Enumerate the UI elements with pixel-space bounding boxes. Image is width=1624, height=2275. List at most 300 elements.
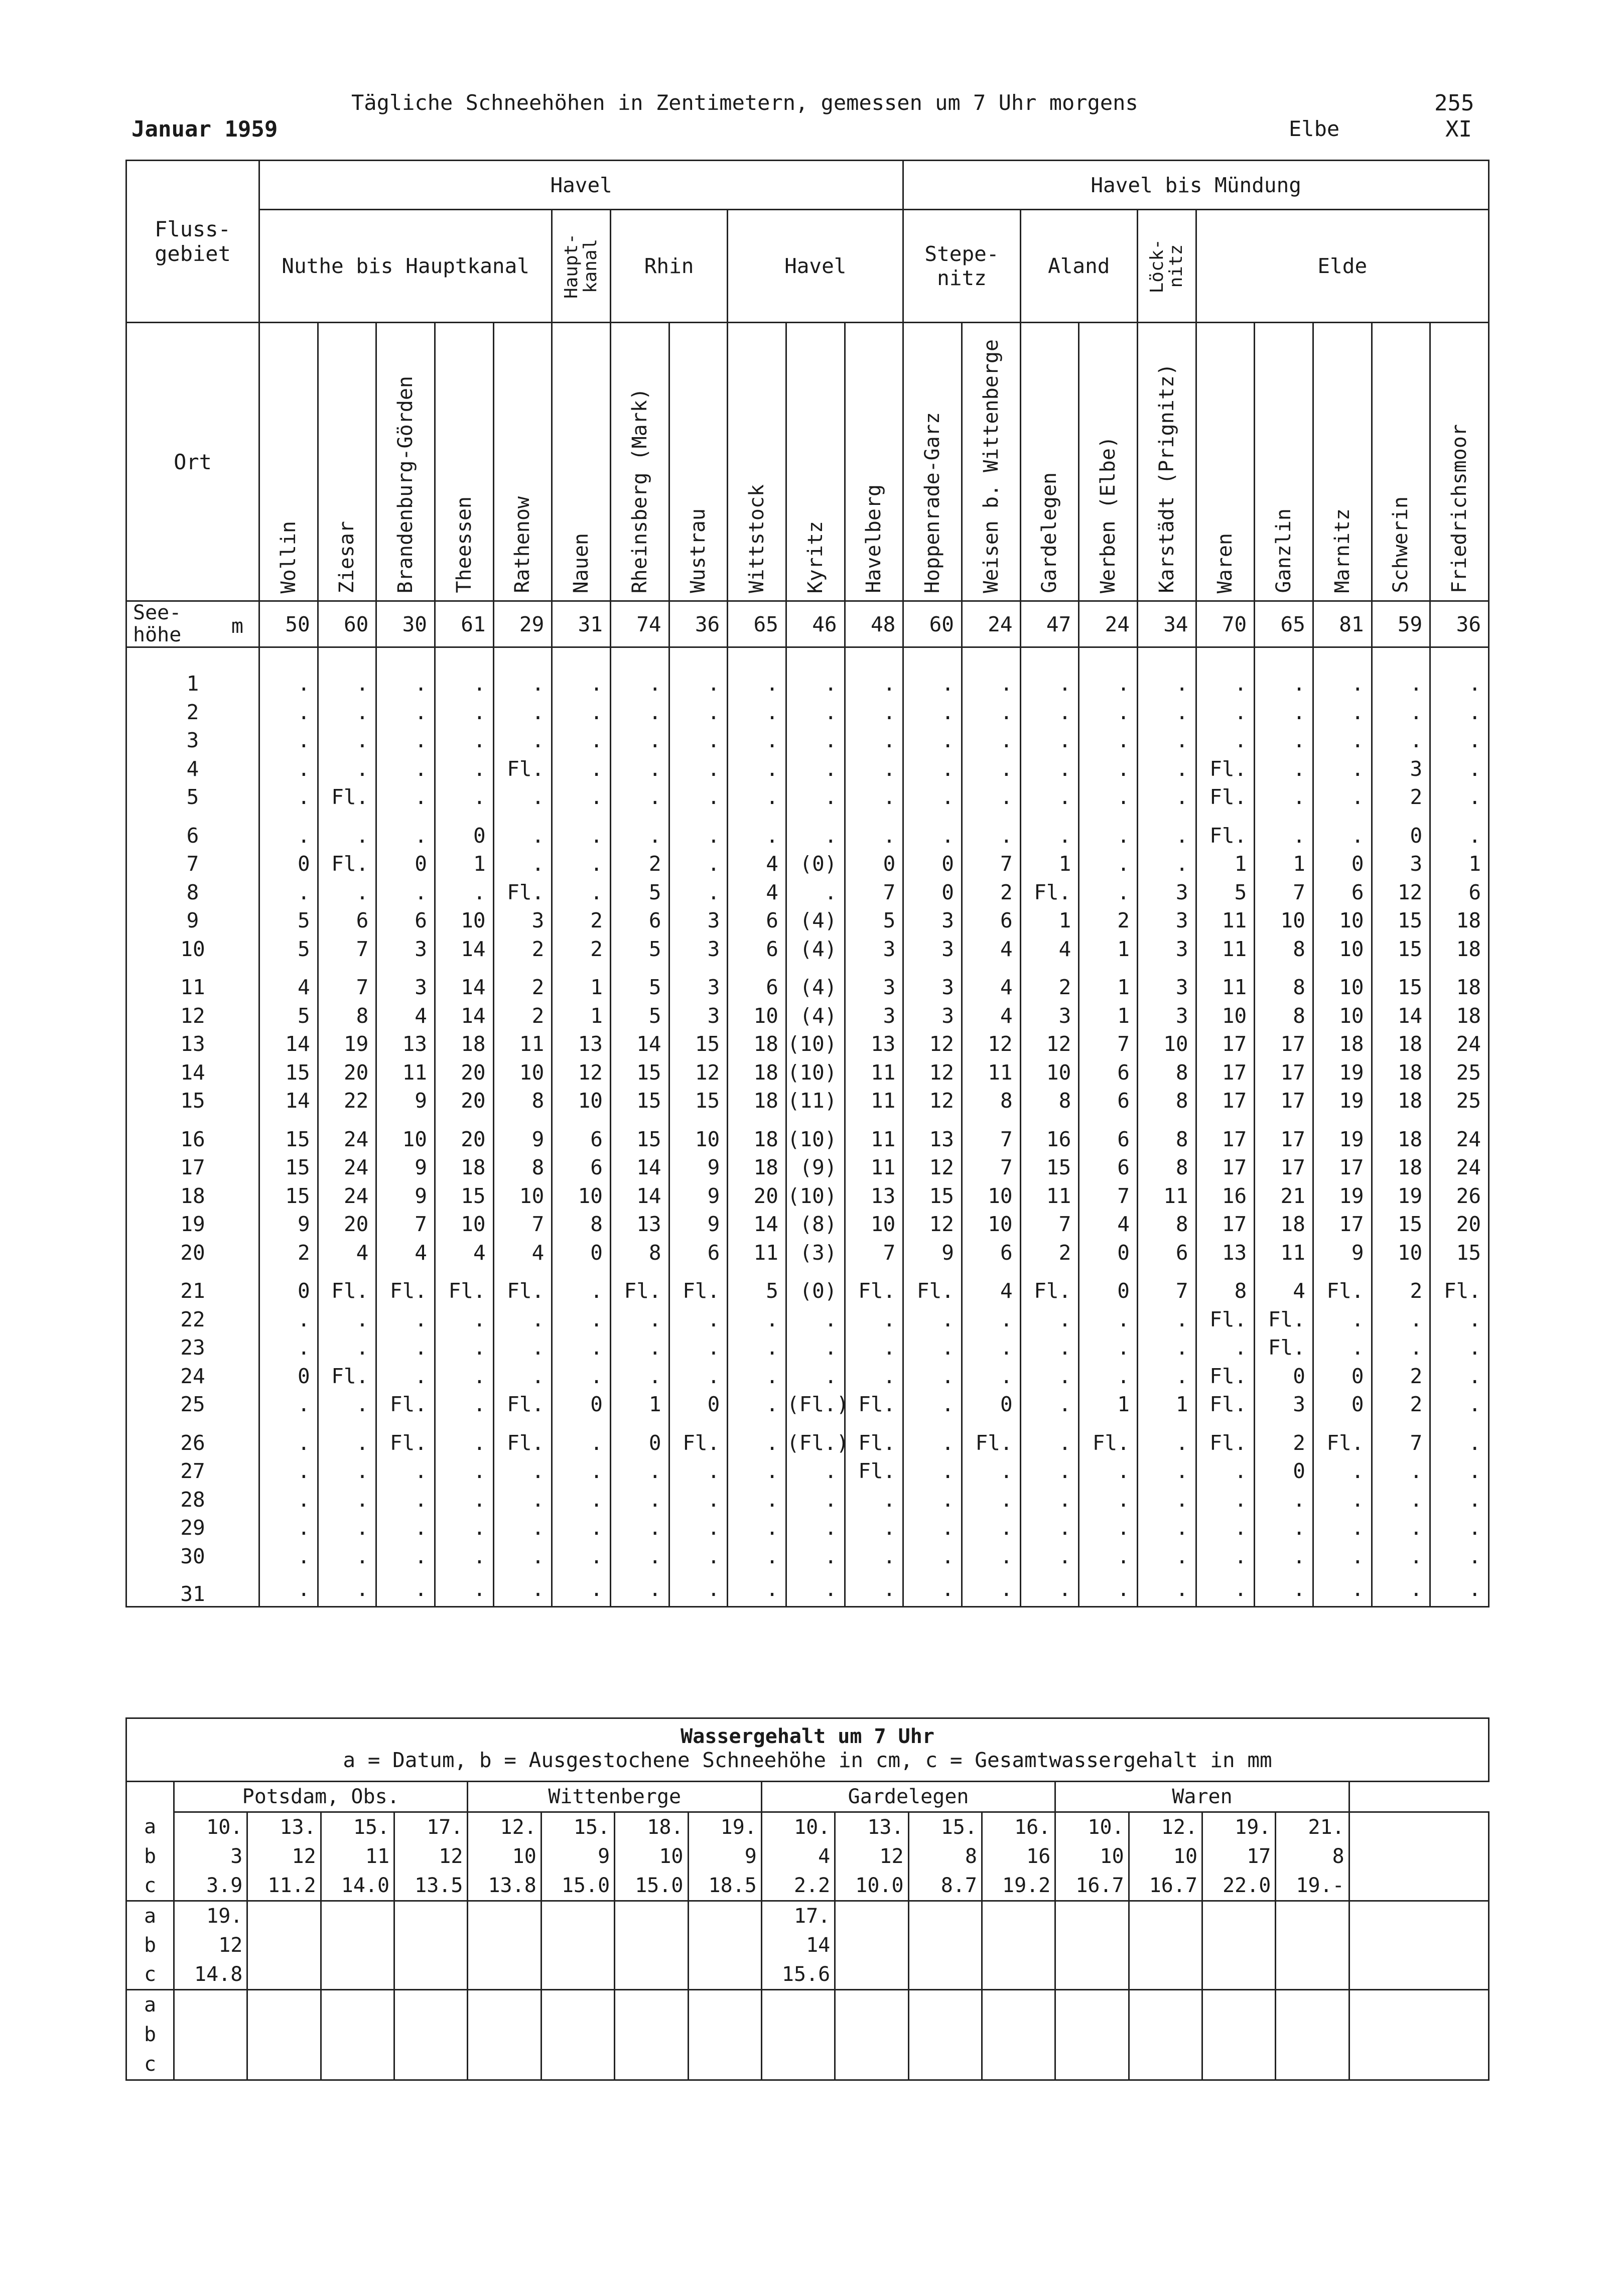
day-number: 3	[126, 724, 259, 753]
snow-value: 1	[1079, 961, 1138, 1000]
snow-value: 10	[1137, 1028, 1196, 1056]
snow-value: .	[318, 1483, 376, 1512]
snow-value: .	[669, 1360, 728, 1388]
snow-value: 18	[435, 1028, 493, 1056]
snow-value: 19	[1313, 1056, 1372, 1085]
snow-value: .	[728, 1416, 786, 1455]
water-cell	[541, 2050, 614, 2080]
water-cell	[835, 1989, 908, 2020]
snow-value: .	[610, 1455, 669, 1484]
station-name: Brandenburg-Görden	[394, 375, 418, 593]
water-cell	[541, 1989, 614, 2020]
snow-value: .	[962, 647, 1020, 696]
water-cell	[688, 1901, 761, 1931]
water-cell	[1276, 2050, 1349, 2080]
snow-value: 3	[845, 999, 903, 1028]
water-cell: 21.	[1276, 1812, 1349, 1842]
snow-value: Fl.	[318, 1265, 376, 1303]
water-cell: 15.	[908, 1812, 982, 1842]
snow-value: .	[435, 647, 493, 696]
water-cell	[541, 1901, 614, 1931]
snow-value: .	[1313, 1512, 1372, 1540]
snow-value: 0	[962, 1388, 1020, 1417]
snow-value: 9	[493, 1113, 552, 1151]
snow-value: 11	[845, 1113, 903, 1151]
station-name: Ziesar	[335, 520, 359, 593]
water-cell	[468, 2050, 541, 2080]
snow-value: .	[903, 696, 962, 724]
snow-value: 10	[493, 1056, 552, 1085]
snow-value: 1	[1137, 1388, 1196, 1417]
water-cell: 12	[247, 1842, 321, 1871]
snow-value: 4	[962, 1265, 1020, 1303]
snow-value: .	[376, 1303, 435, 1331]
snow-value: .	[845, 781, 903, 810]
water-cell	[835, 1960, 908, 1990]
snow-value: .	[493, 1512, 552, 1540]
snow-value: 24	[318, 1151, 376, 1180]
water-row-label: a	[126, 1901, 174, 1931]
water-cell	[615, 1960, 688, 1990]
station-name: Friedrichsmoor	[1448, 424, 1471, 593]
snow-value: (4)	[786, 904, 845, 933]
snow-value: .	[1079, 724, 1138, 753]
water-cell: 14.0	[321, 1871, 394, 1901]
snow-value: 15	[259, 1113, 318, 1151]
day-number: 22	[126, 1303, 259, 1331]
page-title: Tägliche Schneehöhen in Zentimetern, gemessen um 7 Uhr morgens	[351, 90, 1138, 115]
snow-value: Fl.	[845, 1388, 903, 1417]
snow-value: .	[1020, 696, 1079, 724]
water-cell: 12	[835, 1842, 908, 1871]
snow-value: Fl.	[376, 1416, 435, 1455]
water-cell	[321, 1960, 394, 1990]
snow-value: 8	[552, 1208, 611, 1237]
snow-value: 9	[376, 1179, 435, 1208]
water-cell	[321, 1901, 394, 1931]
snow-value: .	[259, 1540, 318, 1568]
subgroup-7	[1196, 210, 1488, 323]
snow-value: .	[1020, 1360, 1079, 1388]
snow-value: .	[1255, 809, 1313, 848]
water-row-a	[126, 1901, 1489, 1931]
water-cell	[982, 1960, 1055, 1990]
snow-value: .	[552, 1303, 611, 1331]
snow-value: 1	[1020, 848, 1079, 876]
snow-value: .	[1430, 1455, 1489, 1484]
snow-value: 12	[1020, 1028, 1079, 1056]
snow-value: .	[669, 876, 728, 904]
snow-value: 7	[318, 932, 376, 961]
height-value: 47	[1020, 601, 1079, 647]
snow-value: 10	[1372, 1236, 1430, 1265]
subgroup-label: Nuthe bis Hauptkanal	[282, 254, 529, 278]
water-cell	[468, 2020, 541, 2050]
snow-value: 20	[435, 1113, 493, 1151]
snow-value: 7	[845, 1236, 903, 1265]
snow-value: 7	[845, 876, 903, 904]
snow-value: .	[435, 781, 493, 810]
snow-value: Fl.	[376, 1388, 435, 1417]
water-station: Wittenberge	[468, 1781, 761, 1812]
snow-value: .	[669, 1483, 728, 1512]
water-cell: 14.8	[174, 1960, 247, 1990]
snow-value: .	[1313, 696, 1372, 724]
station-7	[669, 323, 728, 601]
snow-value: .	[1079, 1360, 1138, 1388]
snow-value: 15	[1372, 961, 1430, 1000]
snow-value: 24	[1430, 1113, 1489, 1151]
snow-value: 1	[552, 961, 611, 1000]
snow-value: .	[1196, 1483, 1255, 1512]
water-cell	[1129, 1931, 1202, 1960]
snow-value: .	[903, 781, 962, 810]
snow-value: .	[1255, 781, 1313, 810]
water-cell	[1202, 1931, 1276, 1960]
snow-value: 6	[669, 1236, 728, 1265]
snow-value: 5	[259, 904, 318, 933]
day-row	[126, 1455, 1489, 1484]
station-name: Weisen b. Wittenberge	[979, 339, 1003, 593]
snow-value: .	[1313, 1568, 1372, 1607]
snow-value: 20	[1430, 1208, 1489, 1237]
snow-value: .	[318, 1416, 376, 1455]
snow-value: 7	[1137, 1265, 1196, 1303]
snow-value: .	[1430, 1360, 1489, 1388]
snow-value: .	[1430, 1540, 1489, 1568]
snow-value: .	[1313, 1303, 1372, 1331]
subgroup-0	[259, 210, 552, 323]
water-cell: 12.	[1129, 1812, 1202, 1842]
snow-value: 14	[728, 1208, 786, 1237]
snow-value: 6	[376, 904, 435, 933]
subgroup-3	[728, 210, 903, 323]
snow-value: 1	[435, 848, 493, 876]
snow-value: .	[435, 1540, 493, 1568]
snow-value: .	[1313, 724, 1372, 753]
water-cell	[1055, 1989, 1129, 2020]
snow-value: .	[552, 848, 611, 876]
day-number: 20	[126, 1236, 259, 1265]
water-row-c	[126, 2050, 1489, 2080]
day-number: 26	[126, 1416, 259, 1455]
water-cell: 16.7	[1055, 1871, 1129, 1901]
day-number: 13	[126, 1028, 259, 1056]
water-cell	[321, 2050, 394, 2080]
snow-value: 5	[845, 904, 903, 933]
snow-value: 2	[610, 848, 669, 876]
snow-value: 4	[376, 999, 435, 1028]
snow-value: 10	[1196, 999, 1255, 1028]
snow-value: 9	[376, 1085, 435, 1113]
water-cell	[1276, 1901, 1349, 1931]
day-row	[126, 848, 1489, 876]
water-row-label: a	[126, 1989, 174, 2020]
day-row	[126, 781, 1489, 810]
snow-value: 8	[1255, 932, 1313, 961]
snow-value: 10	[1313, 904, 1372, 933]
water-cell	[908, 1960, 982, 1990]
station-0	[259, 323, 318, 601]
snow-value: 1	[1430, 848, 1489, 876]
snow-value: .	[435, 724, 493, 753]
snow-value: 17	[1255, 1151, 1313, 1180]
day-row	[126, 1416, 1489, 1455]
water-station-row	[126, 1781, 1489, 1812]
snow-value: .	[903, 647, 962, 696]
snow-value: .	[786, 809, 845, 848]
water-row-label: b	[126, 1931, 174, 1960]
snow-value: .	[259, 647, 318, 696]
snow-value: .	[259, 1512, 318, 1540]
water-cell	[247, 1901, 321, 1931]
water-cell	[321, 1931, 394, 1960]
snow-value: 5	[610, 999, 669, 1028]
water-cell	[247, 1931, 321, 1960]
snow-value: 9	[669, 1179, 728, 1208]
snow-value: .	[552, 1483, 611, 1512]
height-value: 60	[318, 601, 376, 647]
snow-value: .	[259, 1388, 318, 1417]
height-value: 50	[259, 601, 318, 647]
snow-value: (0)	[786, 1265, 845, 1303]
flussgebiet-label: Fluss- gebiet	[126, 161, 259, 323]
snow-value: 2	[552, 932, 611, 961]
snow-value: .	[1079, 781, 1138, 810]
height-value: 65	[1255, 601, 1313, 647]
snow-value: .	[493, 848, 552, 876]
water-row-a	[126, 1989, 1489, 2020]
snow-value: Fl.	[1255, 1331, 1313, 1360]
snow-value: .	[962, 1483, 1020, 1512]
snow-value: 11	[493, 1028, 552, 1056]
snow-value: 0	[1255, 1455, 1313, 1484]
day-number: 10	[126, 932, 259, 961]
station-name: Havelberg	[862, 484, 886, 593]
water-cell	[688, 1931, 761, 1960]
snow-value: 2	[493, 999, 552, 1028]
snow-value: .	[962, 752, 1020, 781]
snow-value: 3	[1137, 999, 1196, 1028]
snow-value: .	[552, 1360, 611, 1388]
snow-value: .	[259, 1455, 318, 1484]
snow-value: .	[1430, 647, 1489, 696]
height-value: 81	[1313, 601, 1372, 647]
snow-value: 2	[1372, 1360, 1430, 1388]
snow-value: 22	[318, 1085, 376, 1113]
snow-value: .	[1020, 1303, 1079, 1331]
snow-value: .	[376, 1360, 435, 1388]
snow-value: 8	[1255, 999, 1313, 1028]
snow-value: 0	[1079, 1236, 1138, 1265]
water-cell: 15.6	[761, 1960, 835, 1990]
snow-value: 10	[376, 1113, 435, 1151]
snow-value: 6	[1079, 1085, 1138, 1113]
snow-value: 18	[728, 1056, 786, 1085]
snow-value: .	[376, 1455, 435, 1484]
snow-value: 3	[669, 999, 728, 1028]
snow-value: 7	[1079, 1179, 1138, 1208]
snow-value: .	[1430, 1331, 1489, 1360]
day-number: 17	[126, 1151, 259, 1180]
snow-value: 4	[493, 1236, 552, 1265]
snow-value: 18	[1255, 1208, 1313, 1237]
snow-value: 7	[318, 961, 376, 1000]
snow-value: 15	[669, 1028, 728, 1056]
water-cell: 13.	[835, 1812, 908, 1842]
snow-value: Fl.	[493, 876, 552, 904]
water-cell: 14	[761, 1931, 835, 1960]
station-name: Wustrau	[687, 508, 710, 593]
snow-value: 2	[1020, 961, 1079, 1000]
snow-value: 17	[1196, 1085, 1255, 1113]
snow-value: .	[376, 1483, 435, 1512]
snow-value: .	[845, 647, 903, 696]
snow-value: .	[728, 1512, 786, 1540]
snow-value: 7	[962, 848, 1020, 876]
snow-value: 2	[493, 961, 552, 1000]
snow-value: 7	[376, 1208, 435, 1237]
day-number: 9	[126, 904, 259, 933]
snow-value: .	[1196, 1331, 1255, 1360]
snow-value: .	[669, 696, 728, 724]
water-row-label: a	[126, 1812, 174, 1842]
snow-value: .	[318, 1540, 376, 1568]
snow-value: 17	[1196, 1113, 1255, 1151]
snow-value: Fl.	[493, 1265, 552, 1303]
snow-value: 8	[1137, 1113, 1196, 1151]
snow-value: .	[903, 1303, 962, 1331]
snow-value: .	[1137, 1540, 1196, 1568]
water-cell	[1202, 2050, 1276, 2080]
snow-value: 18	[728, 1085, 786, 1113]
snow-value: 8	[1137, 1208, 1196, 1237]
snow-value: .	[318, 696, 376, 724]
day-row	[126, 1568, 1489, 1607]
height-value: 24	[962, 601, 1020, 647]
day-number: 8	[126, 876, 259, 904]
snow-value: .	[493, 781, 552, 810]
snow-value: .	[845, 1360, 903, 1388]
water-cell: 15.0	[541, 1871, 614, 1901]
day-row	[126, 876, 1489, 904]
snow-value: .	[903, 752, 962, 781]
snow-value: 2	[1372, 781, 1430, 810]
snow-value: .	[962, 809, 1020, 848]
water-cell: 17.	[394, 1812, 468, 1842]
snow-value: .	[318, 876, 376, 904]
snow-value: 3	[376, 961, 435, 1000]
snow-value: .	[552, 1568, 611, 1607]
snow-value: 6	[1079, 1056, 1138, 1085]
day-number: 11	[126, 961, 259, 1000]
water-row-a	[126, 1812, 1489, 1842]
snow-value: 12	[1372, 876, 1430, 904]
snow-value: .	[376, 876, 435, 904]
snow-value: 2	[1372, 1265, 1430, 1303]
snow-value: 3	[1020, 999, 1079, 1028]
water-cell: 19.2	[982, 1871, 1055, 1901]
snow-value: .	[845, 1331, 903, 1360]
snow-value: 6	[728, 932, 786, 961]
snow-value: .	[1372, 1331, 1430, 1360]
snow-value: .	[962, 1568, 1020, 1607]
water-cell	[394, 2050, 468, 2080]
snow-value: 19	[1313, 1179, 1372, 1208]
snow-value: .	[376, 1540, 435, 1568]
snow-value: 9	[259, 1208, 318, 1237]
water-cell: 13.	[247, 1812, 321, 1842]
snow-value: 20	[318, 1056, 376, 1085]
snow-value: 15	[669, 1085, 728, 1113]
water-cell	[1055, 1931, 1129, 1960]
snow-value: .	[728, 1483, 786, 1512]
snow-value: 13	[1196, 1236, 1255, 1265]
snow-value: 2	[1079, 904, 1138, 933]
snow-value: .	[1430, 696, 1489, 724]
water-cell	[688, 1960, 761, 1990]
water-cell: 3	[174, 1842, 247, 1871]
snow-value: Fl.	[1255, 1303, 1313, 1331]
snow-value: .	[786, 696, 845, 724]
snow-value: 3	[1137, 876, 1196, 904]
group-havel: Havel	[259, 161, 903, 210]
snow-value: 2	[1020, 1236, 1079, 1265]
snow-value: 11	[845, 1085, 903, 1113]
height-value: 36	[1430, 601, 1489, 647]
snow-value: 1	[1079, 1388, 1138, 1417]
snow-value: 10	[1313, 932, 1372, 961]
snow-value: .	[903, 724, 962, 753]
snow-value: .	[962, 1540, 1020, 1568]
day-number: 27	[126, 1455, 259, 1484]
snow-value: .	[610, 1512, 669, 1540]
snow-value: 11	[1196, 932, 1255, 961]
snow-value: 13	[610, 1208, 669, 1237]
snow-value: 0	[1313, 848, 1372, 876]
snow-value: (0)	[786, 848, 845, 876]
snow-value: 13	[552, 1028, 611, 1056]
water-row-label: c	[126, 1871, 174, 1901]
snow-value: .	[318, 724, 376, 753]
snow-value: 4	[1255, 1265, 1313, 1303]
water-cell: 12	[174, 1931, 247, 1960]
snow-value: .	[669, 724, 728, 753]
snow-value: 15	[1372, 932, 1430, 961]
snow-value: .	[435, 1303, 493, 1331]
snow-value: 3	[1137, 904, 1196, 933]
snow-value: .	[1079, 696, 1138, 724]
water-title: Wassergehalt um 7 Uhr	[126, 1718, 1489, 1749]
day-number: 21	[126, 1265, 259, 1303]
water-cell	[615, 1901, 688, 1931]
snow-value: .	[259, 724, 318, 753]
snow-value: .	[610, 1331, 669, 1360]
snow-value: Fl.	[493, 1388, 552, 1417]
day-number: 29	[126, 1512, 259, 1540]
snow-value: .	[845, 809, 903, 848]
snow-value: 7	[1020, 1208, 1079, 1237]
snow-value: 12	[903, 1085, 962, 1113]
water-row-b	[126, 2020, 1489, 2050]
station-14	[1079, 323, 1138, 601]
subgroup-label: Elde	[1317, 254, 1368, 278]
snow-value: 14	[435, 932, 493, 961]
height-value: 29	[493, 601, 552, 647]
height-value: 65	[728, 601, 786, 647]
snow-value: Fl.	[1430, 1265, 1489, 1303]
water-cell	[541, 1960, 614, 1990]
